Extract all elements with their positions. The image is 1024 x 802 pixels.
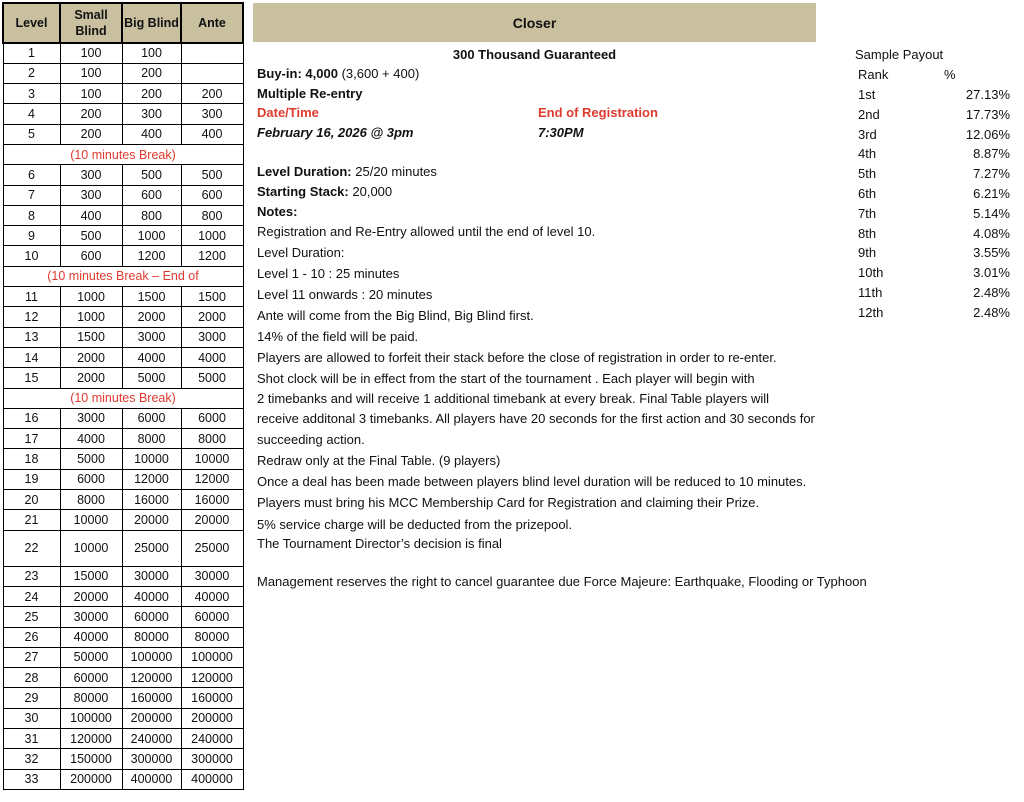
payout-percent: 8.87% — [973, 146, 1010, 162]
event-title-bar — [253, 3, 816, 42]
level-row — [3, 347, 243, 367]
ante-cell: 600 — [181, 185, 243, 205]
big-blind-cell: 200000 — [122, 708, 181, 728]
level-row — [3, 708, 243, 728]
note-line: 5% service charge will be deducted from the prizepool. — [257, 517, 573, 532]
small-blind-cell: 100 — [60, 43, 122, 63]
level-cell: 18 — [3, 449, 60, 469]
payout-pct-header: % — [944, 67, 956, 82]
big-blind-cell: 1200 — [122, 246, 181, 266]
ante-cell: 8000 — [181, 429, 243, 449]
ante-cell: 80000 — [181, 627, 243, 647]
level-cell: 17 — [3, 429, 60, 449]
datetime-value: February 16, 2026 @ 3pm — [257, 125, 414, 140]
big-blind-cell: 120000 — [122, 668, 181, 688]
ante-cell: 30000 — [181, 566, 243, 586]
ante-cell: 12000 — [181, 469, 243, 489]
note-line: Shot clock will be in effect from the start of the tournament . Each player will begin with — [257, 371, 755, 386]
big-blind-cell: 8000 — [122, 429, 181, 449]
ante-cell — [181, 63, 243, 83]
big-blind-cell: 160000 — [122, 688, 181, 708]
ante-cell: 240000 — [181, 729, 243, 749]
level-row — [3, 408, 243, 428]
header-small-blind: Small Blind — [60, 3, 122, 43]
level-cell: 27 — [3, 647, 60, 667]
level-row — [3, 165, 243, 185]
ante-cell — [181, 43, 243, 63]
level-cell: 29 — [3, 688, 60, 708]
level-row — [3, 566, 243, 586]
note-line: Ante will come from the Big Blind, Big Blind first. — [257, 308, 534, 323]
big-blind-cell: 20000 — [122, 510, 181, 530]
level-cell: 4 — [3, 104, 60, 124]
big-blind-cell: 300000 — [122, 749, 181, 769]
level-row — [3, 647, 243, 667]
payout-percent: 12.06% — [965, 126, 1010, 142]
level-row — [3, 769, 243, 789]
payout-rank: 2nd — [858, 106, 880, 122]
big-blind-cell: 400000 — [122, 769, 181, 789]
ante-cell: 100000 — [181, 647, 243, 667]
note-line: Once a deal has been made between players blind level duration will be reduced to 10 minutes. — [257, 474, 807, 489]
level-cell: 26 — [3, 627, 60, 647]
payout-header-row — [858, 67, 1010, 83]
big-blind-cell: 200 — [122, 84, 181, 104]
level-row — [3, 627, 243, 647]
level-row — [3, 510, 243, 530]
level-row — [3, 185, 243, 205]
ante-cell: 500 — [181, 165, 243, 185]
level-row — [3, 490, 243, 510]
big-blind-cell: 300 — [122, 104, 181, 124]
header-big-blind: Big Blind — [122, 3, 181, 43]
small-blind-cell: 200000 — [60, 769, 122, 789]
big-blind-cell: 2000 — [122, 307, 181, 327]
big-blind-cell: 4000 — [122, 347, 181, 367]
buyin-breakdown: (3,600 + 400) — [341, 66, 420, 81]
buyin-value: 4,000 — [305, 66, 338, 81]
ante-cell: 60000 — [181, 607, 243, 627]
payout-percent: 5.14% — [973, 205, 1010, 221]
level-row — [3, 668, 243, 688]
break-label: (10 minutes Break – End of — [3, 266, 243, 286]
break-label: (10 minutes Break) — [3, 388, 243, 408]
ante-cell: 400000 — [181, 769, 243, 789]
note-line: Players are allowed to forfeit their stack before the close of registration in order to re-enter. — [257, 350, 777, 365]
level-cell: 10 — [3, 246, 60, 266]
small-blind-cell: 40000 — [60, 627, 122, 647]
level-duration-label: Level Duration: — [257, 164, 352, 179]
level-row — [3, 429, 243, 449]
note-line: Level Duration: — [257, 245, 345, 260]
level-cell: 11 — [3, 287, 60, 307]
payout-rank-header: Rank — [858, 67, 889, 82]
level-cell: 1 — [3, 43, 60, 63]
small-blind-cell: 60000 — [60, 668, 122, 688]
level-row — [3, 586, 243, 606]
payout-percent: 7.27% — [973, 166, 1010, 182]
big-blind-cell: 800 — [122, 205, 181, 225]
end-registration-value: 7:30PM — [538, 125, 584, 140]
payout-row — [858, 166, 1010, 182]
ante-cell: 300 — [181, 104, 243, 124]
level-cell: 12 — [3, 307, 60, 327]
guarantee-text: 300 Thousand Guaranteed — [452, 47, 617, 62]
level-row — [3, 327, 243, 347]
big-blind-cell: 6000 — [122, 408, 181, 428]
note-line: Redraw only at the Final Table. (9 players) — [257, 453, 501, 468]
ante-cell: 160000 — [181, 688, 243, 708]
small-blind-cell: 100 — [60, 84, 122, 104]
event-title: Closer — [512, 14, 557, 31]
small-blind-cell: 50000 — [60, 647, 122, 667]
small-blind-cell: 200 — [60, 104, 122, 124]
notes-label: Notes: — [257, 204, 298, 219]
ante-cell: 6000 — [181, 408, 243, 428]
payout-rank: 12th — [858, 304, 884, 320]
big-blind-cell: 12000 — [122, 469, 181, 489]
payout-row — [858, 146, 1010, 162]
small-blind-cell: 300 — [60, 165, 122, 185]
level-row — [3, 43, 243, 63]
break-row — [3, 388, 243, 408]
big-blind-cell: 400 — [122, 124, 181, 144]
ante-cell: 4000 — [181, 347, 243, 367]
big-blind-cell: 100000 — [122, 647, 181, 667]
ante-cell: 120000 — [181, 668, 243, 688]
payout-row — [858, 226, 1010, 242]
buyin-line — [257, 66, 419, 82]
ante-cell: 20000 — [181, 510, 243, 530]
reentry-text: Multiple Re-entry — [257, 86, 363, 101]
level-cell: 19 — [3, 469, 60, 489]
level-cell: 21 — [3, 510, 60, 530]
note-line: The Tournament Director’s decision is final — [257, 536, 502, 551]
level-cell: 9 — [3, 226, 60, 246]
small-blind-cell: 200 — [60, 124, 122, 144]
big-blind-cell: 25000 — [122, 530, 181, 566]
ante-cell: 1000 — [181, 226, 243, 246]
small-blind-cell: 80000 — [60, 688, 122, 708]
small-blind-cell: 100000 — [60, 708, 122, 728]
big-blind-cell: 80000 — [122, 627, 181, 647]
payout-rank: 1st — [858, 87, 876, 102]
level-cell: 16 — [3, 408, 60, 428]
payout-row — [858, 305, 1010, 321]
level-cell: 20 — [3, 490, 60, 510]
ante-cell: 10000 — [181, 449, 243, 469]
level-row — [3, 469, 243, 489]
level-cell: 33 — [3, 769, 60, 789]
level-cell: 22 — [3, 530, 60, 566]
payout-row — [858, 206, 1010, 222]
payout-percent: 2.48% — [973, 304, 1010, 320]
level-row — [3, 84, 243, 104]
header-ante: Ante — [181, 3, 243, 43]
level-row — [3, 124, 243, 144]
big-blind-cell: 30000 — [122, 566, 181, 586]
big-blind-cell: 240000 — [122, 729, 181, 749]
note-line: 2 timebanks and will receive 1 additional timebank at every break. Final Table players will — [257, 391, 770, 406]
small-blind-cell: 8000 — [60, 490, 122, 510]
big-blind-cell: 600 — [122, 185, 181, 205]
big-blind-cell: 10000 — [122, 449, 181, 469]
payout-rank: 7th — [858, 205, 877, 221]
payout-percent: 4.08% — [973, 225, 1010, 241]
starting-stack-line — [257, 184, 392, 200]
small-blind-cell: 3000 — [60, 408, 122, 428]
level-duration-value: 25/20 minutes — [355, 164, 437, 179]
level-duration-line — [257, 164, 437, 180]
management-note: Management reserves the right to cancel guarantee due Force Majeure: Earthquake, Flooding or Typhoon — [257, 574, 867, 589]
level-cell: 30 — [3, 708, 60, 728]
big-blind-cell: 500 — [122, 165, 181, 185]
payout-row — [858, 186, 1010, 202]
payout-percent: 3.01% — [973, 265, 1010, 281]
ante-cell: 1200 — [181, 246, 243, 266]
break-row — [3, 266, 243, 286]
big-blind-cell: 1000 — [122, 226, 181, 246]
level-cell: 31 — [3, 729, 60, 749]
level-row — [3, 226, 243, 246]
payout-row — [858, 107, 1010, 123]
big-blind-cell: 1500 — [122, 287, 181, 307]
small-blind-cell: 20000 — [60, 586, 122, 606]
table-header-row — [3, 3, 243, 43]
small-blind-cell: 2000 — [60, 368, 122, 388]
level-cell: 23 — [3, 566, 60, 586]
small-blind-cell: 100 — [60, 63, 122, 83]
level-cell: 3 — [3, 84, 60, 104]
payout-title: Sample Payout — [855, 47, 944, 62]
small-blind-cell: 300 — [60, 185, 122, 205]
small-blind-cell: 1500 — [60, 327, 122, 347]
payout-row — [858, 245, 1010, 261]
payout-rank: 11th — [858, 285, 883, 300]
big-blind-cell: 200 — [122, 63, 181, 83]
big-blind-cell: 16000 — [122, 490, 181, 510]
small-blind-cell: 600 — [60, 246, 122, 266]
ante-cell: 2000 — [181, 307, 243, 327]
ante-cell: 800 — [181, 205, 243, 225]
level-row — [3, 246, 243, 266]
note-line: 14% of the field will be paid. — [257, 329, 419, 344]
level-row — [3, 205, 243, 225]
small-blind-cell: 5000 — [60, 449, 122, 469]
break-row — [3, 144, 243, 164]
level-cell: 28 — [3, 668, 60, 688]
ante-cell: 400 — [181, 124, 243, 144]
payout-row — [858, 127, 1010, 143]
level-row — [3, 729, 243, 749]
small-blind-cell: 1000 — [60, 307, 122, 327]
big-blind-cell: 40000 — [122, 586, 181, 606]
note-line: Level 11 onwards : 20 minutes — [257, 287, 433, 302]
small-blind-cell: 120000 — [60, 729, 122, 749]
level-cell: 2 — [3, 63, 60, 83]
ante-cell: 300000 — [181, 749, 243, 769]
level-cell: 8 — [3, 205, 60, 225]
level-cell: 5 — [3, 124, 60, 144]
payout-percent: 17.73% — [965, 106, 1010, 122]
big-blind-cell: 100 — [122, 43, 181, 63]
big-blind-cell: 3000 — [122, 327, 181, 347]
level-row — [3, 307, 243, 327]
note-line: Players must bring his MCC Membership Card for Registration and claiming their Prize. — [257, 495, 760, 510]
payout-row — [858, 285, 1010, 301]
payout-rank: 9th — [858, 245, 877, 261]
small-blind-cell: 4000 — [60, 429, 122, 449]
ante-cell: 16000 — [181, 490, 243, 510]
level-row — [3, 63, 243, 83]
ante-cell: 200000 — [181, 708, 243, 728]
level-row — [3, 287, 243, 307]
header-level: Level — [3, 3, 60, 43]
level-row — [3, 104, 243, 124]
payout-percent: 27.13% — [965, 87, 1010, 102]
blind-structure-table — [2, 2, 244, 790]
level-row — [3, 449, 243, 469]
payout-rank: 3rd — [858, 126, 877, 142]
note-line: receive additonal 3 timebanks. All players have 20 seconds for the first action and 30 seconds for — [257, 411, 815, 426]
note-line: succeeding action. — [257, 432, 365, 447]
small-blind-cell: 15000 — [60, 566, 122, 586]
ante-cell: 5000 — [181, 368, 243, 388]
break-label: (10 minutes Break) — [3, 144, 243, 164]
buyin-label: Buy-in: — [257, 66, 302, 81]
big-blind-cell: 60000 — [122, 607, 181, 627]
payout-percent: 2.48% — [973, 285, 1010, 300]
ante-cell: 40000 — [181, 586, 243, 606]
level-cell: 7 — [3, 185, 60, 205]
payout-rank: 10th — [858, 265, 884, 281]
small-blind-cell: 6000 — [60, 469, 122, 489]
ante-cell: 1500 — [181, 287, 243, 307]
level-row — [3, 530, 243, 566]
starting-stack-value: 20,000 — [352, 184, 393, 199]
note-line: Level 1 - 10 : 25 minutes — [257, 266, 400, 281]
level-cell: 32 — [3, 749, 60, 769]
small-blind-cell: 500 — [60, 226, 122, 246]
small-blind-cell: 10000 — [60, 510, 122, 530]
level-cell: 13 — [3, 327, 60, 347]
datetime-label: Date/Time — [257, 105, 319, 120]
level-cell: 24 — [3, 586, 60, 606]
payout-rank: 8th — [858, 225, 877, 241]
small-blind-cell: 10000 — [60, 530, 122, 566]
small-blind-cell: 2000 — [60, 347, 122, 367]
note-line: Registration and Re-Entry allowed until the end of level 10. — [257, 224, 596, 239]
payout-rank: 4th — [858, 146, 877, 162]
ante-cell: 3000 — [181, 327, 243, 347]
small-blind-cell: 150000 — [60, 749, 122, 769]
payout-percent: 6.21% — [973, 186, 1010, 201]
level-row — [3, 368, 243, 388]
level-cell: 15 — [3, 368, 60, 388]
big-blind-cell: 5000 — [122, 368, 181, 388]
end-registration-label: End of Registration — [538, 105, 658, 120]
level-cell: 14 — [3, 347, 60, 367]
level-cell: 25 — [3, 607, 60, 627]
small-blind-cell: 400 — [60, 205, 122, 225]
payout-rank: 6th — [858, 186, 877, 201]
level-cell: 6 — [3, 165, 60, 185]
small-blind-cell: 1000 — [60, 287, 122, 307]
level-row — [3, 607, 243, 627]
payout-percent: 3.55% — [973, 245, 1010, 261]
ante-cell: 200 — [181, 84, 243, 104]
level-row — [3, 688, 243, 708]
payout-row — [858, 265, 1010, 281]
payout-rank: 5th — [858, 166, 877, 182]
level-row — [3, 749, 243, 769]
ante-cell: 25000 — [181, 530, 243, 566]
blind-table-body — [3, 43, 243, 789]
payout-row — [858, 87, 1010, 103]
starting-stack-label: Starting Stack: — [257, 184, 349, 199]
small-blind-cell: 30000 — [60, 607, 122, 627]
